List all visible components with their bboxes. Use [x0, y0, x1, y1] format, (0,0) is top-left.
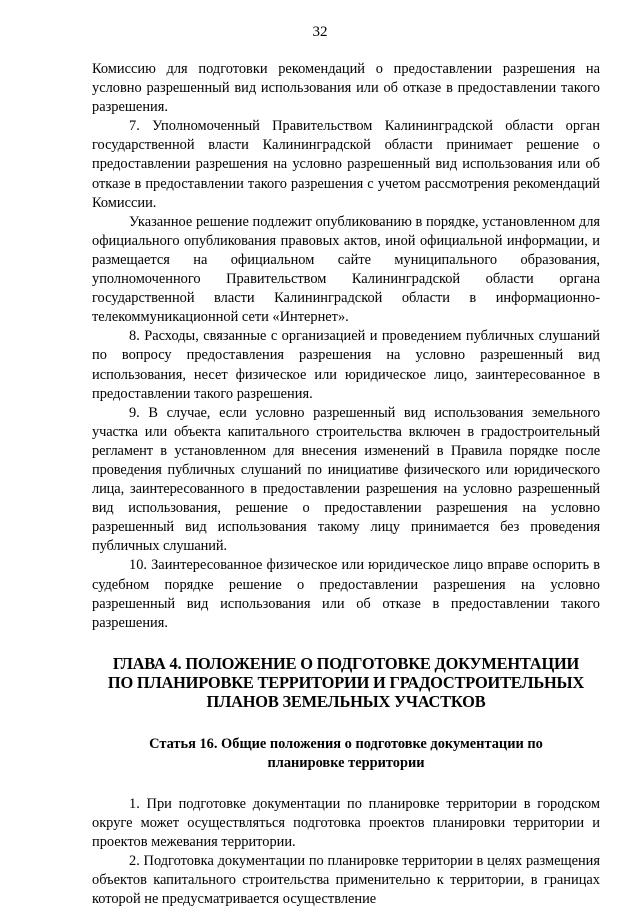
article-heading	[92, 735, 600, 773]
paragraph: 9. В случае, если условно разрешенный вид использования земельного участка или объекта капитального строительства включен в градостроительный регламент в установленном для внесения изменений в Правила порядке после проведения публичных слушаний по инициативе физического или юридического лица, заинтересованного в предоставлении разрешения на условно разрешенный вид использования, решение о предоставлении разрешения на условно разрешенный вид использования такому лицу принимается без проведения публичных слушаний.	[92, 404, 600, 555]
paragraph: 8. Расходы, связанные с организацией и проведением публичных слушаний по вопросу предоставления разрешения на условно разрешенный вид использования, несет физическое или юридическое лицо, заинтересованное в предоставлении такого разрешения.	[92, 328, 600, 402]
page-number: 32	[312, 24, 328, 40]
paragraph: 10. Заинтересованное физическое или юридическое лицо вправе оспорить в судебном порядке решение о предоставлении разрешения на условно разрешенный вид использования или об отказе в предоставлении такого разрешения.	[92, 557, 600, 631]
paragraph: Указанное решение подлежит опубликованию в порядке, установленном для официального опубликования правовых актов, иной официальной информации, и размещается на официальном сайте муниципального образования, уполномоченного Правительством Калининградской области органа государственной власти Калининградской области в информационно-телекоммуникационной сети «Интернет».	[92, 213, 600, 326]
article-heading-line: планировке территории	[267, 754, 425, 771]
chapter-heading-line: ПО ПЛАНИРОВКЕ ТЕРРИТОРИИ И ГРАДОСТРОИТЕЛЬНЫХ	[107, 672, 585, 692]
chapter-heading-line: ПЛАНОВ ЗЕМЕЛЬНЫХ УЧАСТКОВ	[206, 691, 486, 711]
paragraph: 7. Уполномоченный Правительством Калининградской области орган государственной власти Калининградской области принимает решение о предоставлении разрешения на условно разрешенный вид использования или об отказе в предоставлении такого разрешения с учетом рассмотрения рекомендаций Комиссии.	[92, 118, 600, 211]
page-content	[92, 60, 600, 909]
paragraph: Комиссию для подготовки рекомендаций о предоставлении разрешения на условно разрешенный вид использования или об отказе в предоставлении такого разрешения.	[92, 61, 600, 116]
chapter-heading-line: ГЛАВА 4. ПОЛОЖЕНИЕ О ПОДГОТОВКЕ ДОКУМЕНТАЦИИ	[112, 653, 580, 673]
article-heading-line: Статья 16. Общие положения о подготовке документации по	[149, 735, 543, 752]
paragraph: 2. Подготовка документации по планировке территории в целях размещения объектов капитального строительства применительно к территории, в границах которой не предусматривается осуществление	[92, 853, 600, 908]
chapter-heading	[92, 654, 600, 711]
paragraph: 1. При подготовке документации по планировке территории в городском округе может осуществляться подготовка проектов планировки территории и проектов межевания территории.	[92, 795, 600, 850]
